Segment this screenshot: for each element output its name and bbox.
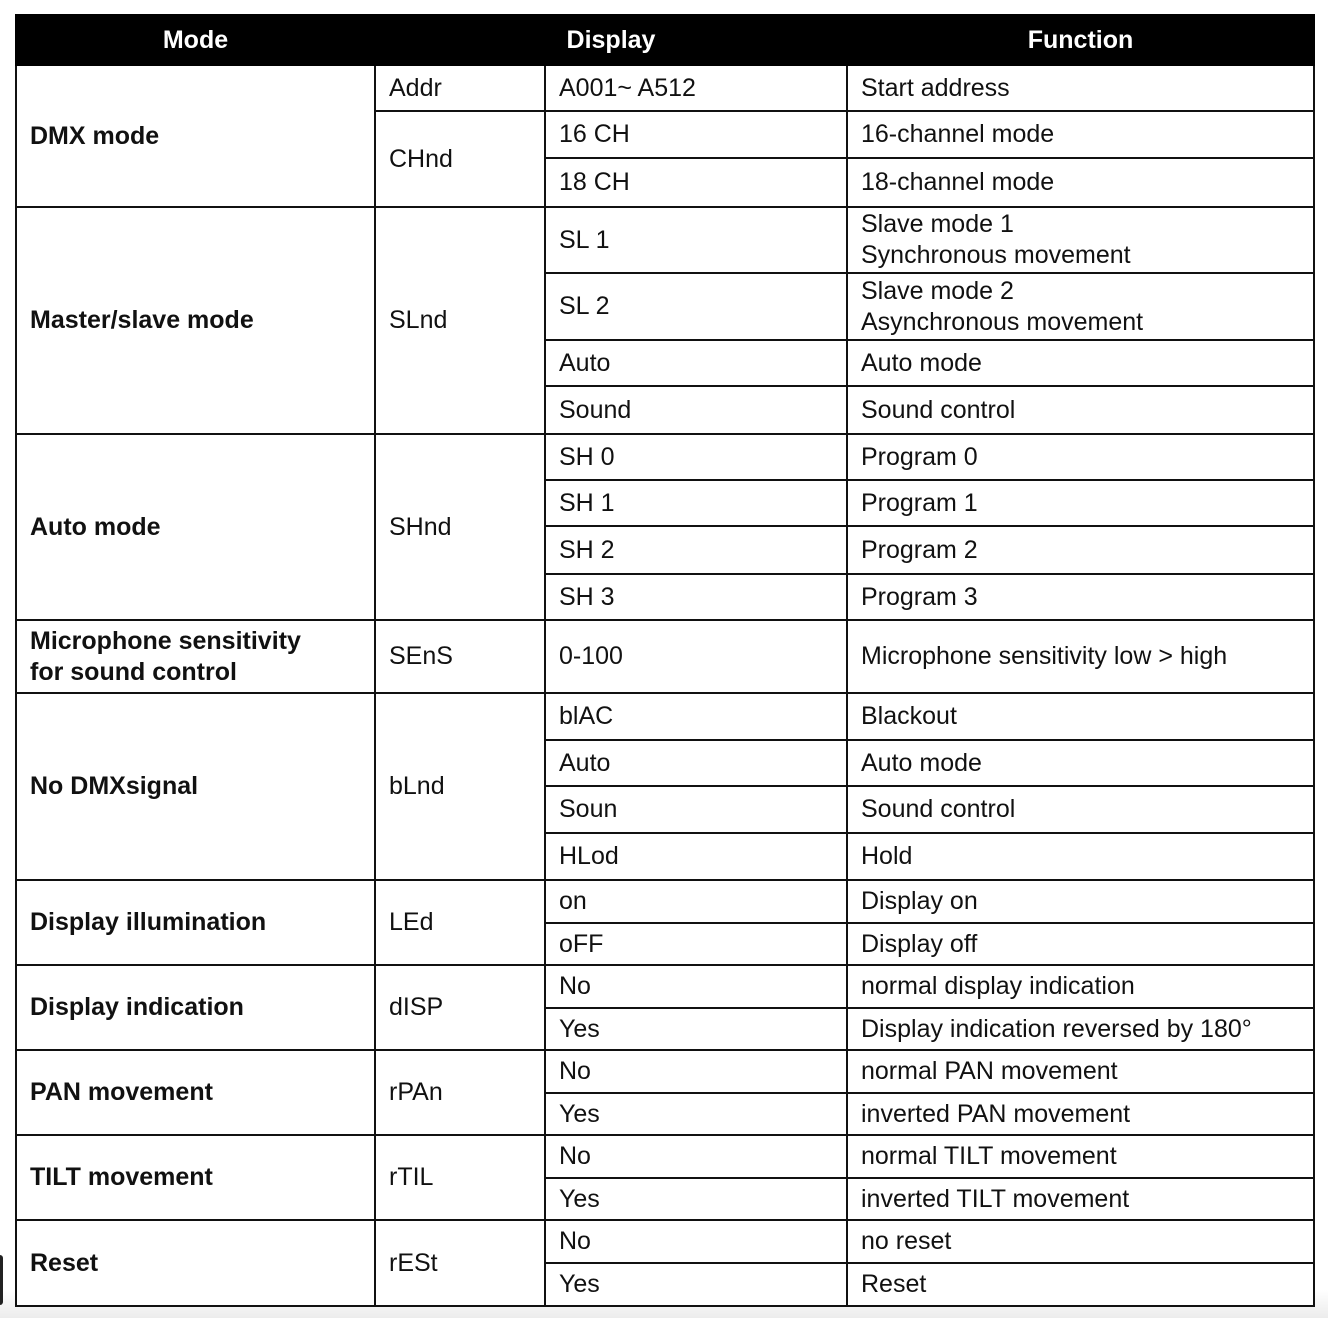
display-code-cell: SEnS — [375, 620, 545, 693]
function-cell: Auto mode — [847, 340, 1314, 386]
table-body — [16, 65, 1314, 1306]
table-row — [16, 1135, 1314, 1178]
function-cell: Program 1 — [847, 480, 1314, 526]
display-value-cell: oFF — [545, 923, 847, 965]
function-cell: Sound control — [847, 386, 1314, 434]
function-cell: 16-channel mode — [847, 111, 1314, 158]
table-row — [16, 434, 1314, 480]
function-cell: Sound control — [847, 786, 1314, 833]
display-code-cell: CHnd — [375, 111, 545, 207]
display-value-cell: No — [545, 1135, 847, 1178]
display-code-cell: SLnd — [375, 207, 545, 434]
header-display — [375, 15, 847, 65]
function-cell: inverted PAN movement — [847, 1093, 1314, 1135]
function-cell: Slave mode 1 Synchronous movement — [847, 207, 1314, 273]
function-cell: Hold — [847, 833, 1314, 880]
display-value-cell: SH 2 — [545, 526, 847, 574]
display-value-cell: 16 CH — [545, 111, 847, 158]
display-value-cell: A001~ A512 — [545, 65, 847, 111]
function-cell: no reset — [847, 1220, 1314, 1263]
function-cell: Display off — [847, 923, 1314, 965]
display-value-cell: No — [545, 965, 847, 1008]
function-cell: inverted TILT movement — [847, 1178, 1314, 1220]
display-value-cell: SL 2 — [545, 273, 847, 340]
table-row — [16, 65, 1314, 111]
display-code-cell: LEd — [375, 880, 545, 965]
function-cell: Program 2 — [847, 526, 1314, 574]
mode-cell: DMX mode — [16, 65, 375, 207]
table-row — [16, 207, 1314, 273]
settings-table — [15, 14, 1315, 1307]
function-cell: normal TILT movement — [847, 1135, 1314, 1178]
function-cell: Auto mode — [847, 740, 1314, 786]
display-value-cell: blAC — [545, 693, 847, 740]
display-value-cell: Auto — [545, 740, 847, 786]
display-value-cell: SH 3 — [545, 574, 847, 620]
display-value-cell: 18 CH — [545, 158, 847, 207]
function-cell: Start address — [847, 65, 1314, 111]
display-value-cell: 0-100 — [545, 620, 847, 693]
header-display-label: Display — [566, 25, 656, 54]
display-code-cell: Addr — [375, 65, 545, 111]
display-value-cell: Sound — [545, 386, 847, 434]
function-cell: normal PAN movement — [847, 1050, 1314, 1093]
table-row — [16, 1050, 1314, 1093]
display-code-cell: bLnd — [375, 693, 545, 880]
display-value-cell: Yes — [545, 1008, 847, 1050]
table-row — [16, 880, 1314, 923]
table-row — [16, 1220, 1314, 1263]
display-value-cell: on — [545, 880, 847, 923]
mode-cell: TILT movement — [16, 1135, 375, 1220]
display-value-cell: Yes — [545, 1263, 847, 1306]
function-cell: 18-channel mode — [847, 158, 1314, 207]
function-cell: normal display indication — [847, 965, 1314, 1008]
table-row — [16, 620, 1314, 693]
display-code-cell: SHnd — [375, 434, 545, 620]
display-value-cell: HLod — [545, 833, 847, 880]
display-value-cell: Yes — [545, 1093, 847, 1135]
mode-cell: Reset — [16, 1220, 375, 1306]
mode-cell: Microphone sensitivity for sound control — [16, 620, 375, 693]
display-value-cell: SH 0 — [545, 434, 847, 480]
function-cell: Reset — [847, 1263, 1314, 1306]
display-value-cell: No — [545, 1220, 847, 1263]
function-cell: Display on — [847, 880, 1314, 923]
header-mode: Mode — [16, 15, 375, 65]
function-cell: Display indication reversed by 180° — [847, 1008, 1314, 1050]
table-row — [16, 965, 1314, 1008]
function-cell: Program 3 — [847, 574, 1314, 620]
display-value-cell: Soun — [545, 786, 847, 833]
window-edge — [0, 1255, 3, 1305]
display-value-cell: SH 1 — [545, 480, 847, 526]
table-header-row — [16, 15, 1314, 65]
mode-cell: PAN movement — [16, 1050, 375, 1135]
display-code-cell: rTIL — [375, 1135, 545, 1220]
mode-cell: Auto mode — [16, 434, 375, 620]
display-value-cell: No — [545, 1050, 847, 1093]
display-code-cell: dISP — [375, 965, 545, 1050]
function-cell: Microphone sensitivity low > high — [847, 620, 1314, 693]
header-function: Function — [847, 15, 1314, 65]
display-code-cell: rPAn — [375, 1050, 545, 1135]
display-value-cell: Yes — [545, 1178, 847, 1220]
display-value-cell: Auto — [545, 340, 847, 386]
function-cell: Program 0 — [847, 434, 1314, 480]
display-code-cell: rESt — [375, 1220, 545, 1306]
table-row — [16, 693, 1314, 740]
mode-cell: Display indication — [16, 965, 375, 1050]
function-cell: Slave mode 2 Asynchronous movement — [847, 273, 1314, 340]
display-value-cell: SL 1 — [545, 207, 847, 273]
mode-cell: No DMXsignal — [16, 693, 375, 880]
function-cell: Blackout — [847, 693, 1314, 740]
mode-cell: Display illumination — [16, 880, 375, 965]
mode-cell: Master/slave mode — [16, 207, 375, 434]
